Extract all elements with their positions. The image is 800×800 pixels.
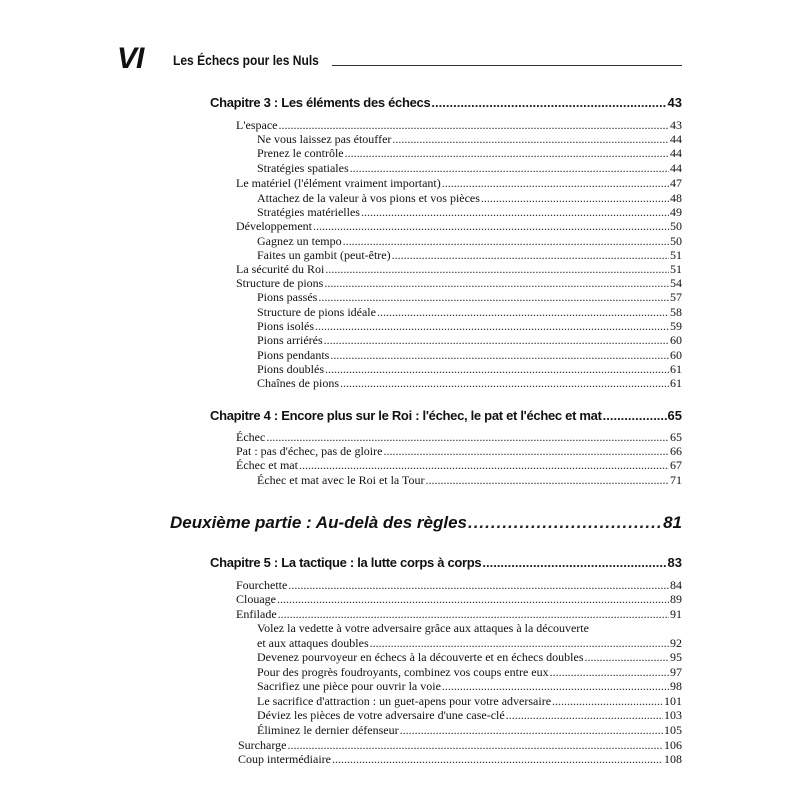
toc-entry-label: Éliminez le dernier défenseur	[257, 723, 399, 737]
toc-entry-label: Surcharge	[238, 738, 287, 752]
toc-entry	[236, 444, 682, 458]
toc-entry-page: 47	[670, 176, 682, 190]
toc-entry	[236, 118, 682, 132]
toc-entry-label: Sacrifiez une pièce pour ouvrir la voie	[257, 679, 441, 693]
toc-entry	[236, 262, 682, 276]
toc-entry-label: Deuxième partie : Au-delà des règles	[170, 513, 467, 532]
toc-entry-label: Devenez pourvoyeur en échecs à la découverte et en échecs doubles	[257, 650, 584, 664]
toc-entry-page: 44	[670, 132, 682, 146]
leader-dots	[332, 752, 663, 766]
leader-dots	[400, 723, 663, 737]
toc-entry	[257, 348, 682, 362]
toc-entry	[257, 305, 682, 319]
toc-entry-page: 97	[670, 665, 682, 679]
toc-entry	[236, 458, 682, 472]
toc-entry-label: Pions isolés	[257, 319, 315, 333]
toc-entry	[257, 621, 682, 635]
leader-dots	[340, 376, 669, 390]
leader-dots	[468, 513, 662, 533]
leader-dots	[585, 650, 669, 664]
toc-entry-page: 50	[670, 219, 682, 233]
leader-dots	[506, 708, 663, 722]
toc-entry-page: 44	[670, 161, 682, 175]
toc-entry-label: Chapitre 3 : Les éléments des échecs	[210, 95, 431, 110]
leader-dots	[350, 161, 669, 175]
toc-entry-page: 60	[670, 333, 682, 347]
leader-dots	[552, 694, 663, 708]
toc-entry	[257, 376, 682, 390]
leader-dots	[481, 191, 669, 205]
leader-dots	[345, 146, 669, 160]
toc-entry-page: 61	[670, 362, 682, 376]
toc-entry-page: 43	[667, 95, 682, 110]
toc-entry-label: Chaînes de pions	[257, 376, 339, 390]
toc-entry	[257, 723, 682, 737]
toc-entry-page: 51	[670, 262, 682, 276]
toc-entry-label: Échec et mat	[236, 458, 298, 472]
toc-entry	[257, 473, 682, 487]
toc-entry	[257, 161, 682, 175]
toc-entry	[257, 205, 682, 219]
toc-entry-page: 65	[670, 430, 682, 444]
toc-entry-page: 59	[670, 319, 682, 333]
toc-entry-page: 89	[670, 592, 682, 606]
leader-dots	[603, 408, 667, 424]
toc-entry-label: Échec	[236, 430, 266, 444]
toc-entry-page: 108	[664, 752, 682, 766]
toc-entry	[257, 146, 682, 160]
toc-entry	[257, 319, 682, 333]
leader-dots	[392, 248, 669, 262]
book-title: Les Échecs pour les Nuls	[173, 52, 319, 68]
leader-dots	[325, 362, 669, 376]
leader-dots	[377, 305, 669, 319]
toc-entry-label: Échec et mat avec le Roi et la Tour	[257, 473, 425, 487]
toc-entry-page: 50	[670, 234, 682, 248]
leader-dots	[370, 636, 669, 650]
leader-dots	[324, 333, 669, 347]
leader-dots	[266, 430, 669, 444]
toc-entry-label: Pour des progrès foudroyants, combinez vos coups entre eux	[257, 665, 549, 679]
toc-entry	[257, 191, 682, 205]
leader-dots	[287, 738, 663, 752]
toc-entry-page: 95	[670, 650, 682, 664]
toc-entry	[236, 219, 682, 233]
toc-entry-label: Le matériel (l'élément vraiment important)	[236, 176, 441, 190]
toc-entry-label: Chapitre 5 : La tactique : la lutte corps à corps	[210, 555, 482, 570]
toc-entry-label: Attachez de la valeur à vos pions et vos pièces	[257, 191, 480, 205]
toc-entry-label: Pions arriérés	[257, 333, 323, 347]
leader-dots	[431, 95, 666, 111]
leader-dots	[318, 290, 669, 304]
toc-entry	[257, 650, 682, 664]
toc-entry-label: Développement	[236, 219, 312, 233]
leader-dots	[343, 234, 669, 248]
toc-entry-label: Prenez le contrôle	[257, 146, 344, 160]
toc-entry	[257, 636, 682, 650]
toc-entry-page: 106	[664, 738, 682, 752]
toc-entry-page: 48	[670, 191, 682, 205]
toc-entry-page: 84	[670, 578, 682, 592]
toc-entry	[238, 738, 682, 752]
toc-entry-page: 58	[670, 305, 682, 319]
toc-entry-label: Déviez les pièces de votre adversaire d'une case-clé	[257, 708, 505, 722]
toc-entry-page: 51	[670, 248, 682, 262]
toc-entry-page: 65	[667, 408, 682, 423]
toc-entry-page: 54	[670, 276, 682, 290]
toc-entry-page: 61	[670, 376, 682, 390]
toc-chapter	[210, 408, 682, 424]
toc-entry-page: 92	[670, 636, 682, 650]
leader-dots	[325, 262, 669, 276]
toc-part	[170, 513, 682, 533]
toc-entry-page: 43	[670, 118, 682, 132]
toc-entry-label: Pions doublés	[257, 362, 325, 376]
toc-entry-page: 57	[670, 290, 682, 304]
leader-dots	[313, 219, 669, 233]
toc-entry-label: Ne vous laissez pas étouffer	[257, 132, 392, 146]
toc-entry-label: Pions pendants	[257, 348, 330, 362]
toc-entry-label: Coup intermédiaire	[238, 752, 331, 766]
toc-entry-label: Gagnez un tempo	[257, 234, 342, 248]
toc-entry-label: La sécurité du Roi	[236, 262, 325, 276]
leader-dots	[392, 132, 669, 146]
leader-dots	[315, 319, 669, 333]
toc-entry-label: Stratégies matérielles	[257, 205, 360, 219]
toc-entry	[257, 234, 682, 248]
toc-entry-label: Faites un gambit (peut-être)	[257, 248, 391, 262]
leader-dots	[299, 458, 669, 472]
toc-entry	[238, 752, 682, 766]
toc-entry	[236, 430, 682, 444]
toc-entry	[257, 248, 682, 262]
toc-entry	[257, 665, 682, 679]
leader-dots	[442, 176, 669, 190]
toc-entry	[257, 290, 682, 304]
toc-chapter	[210, 95, 682, 111]
page-number: VI	[117, 42, 144, 75]
toc-chapter	[210, 555, 682, 571]
leader-dots	[383, 444, 669, 458]
leader-dots	[550, 665, 669, 679]
toc-entry-page: 66	[670, 444, 682, 458]
toc-entry-label: Clouage	[236, 592, 276, 606]
leader-dots	[361, 205, 669, 219]
toc-entry-label: Structure de pions	[236, 276, 324, 290]
toc-entry	[236, 592, 682, 606]
leader-dots	[482, 555, 666, 571]
toc-entry-label: Chapitre 4 : Encore plus sur le Roi : l'échec, le pat et l'échec et mat	[210, 408, 602, 423]
toc-entry-page: 83	[667, 555, 682, 570]
toc-entry-page: 81	[663, 513, 682, 532]
toc-entry-label: Stratégies spatiales	[257, 161, 349, 175]
toc-entry	[257, 362, 682, 376]
toc-entry-page: 67	[670, 458, 682, 472]
toc-entry-page: 98	[670, 679, 682, 693]
leader-dots	[426, 473, 669, 487]
leader-dots	[288, 578, 669, 592]
toc-entry-page: 44	[670, 146, 682, 160]
toc-entry-label: Pat : pas d'échec, pas de gloire	[236, 444, 383, 458]
leader-dots	[278, 607, 669, 621]
toc-entry-label: Structure de pions idéale	[257, 305, 376, 319]
leader-dots	[330, 348, 669, 362]
toc-entry	[236, 578, 682, 592]
toc-entry-label: Le sacrifice d'attraction : un guet-apens pour votre adversaire	[257, 694, 552, 708]
toc-entry-label: Volez la vedette à votre adversaire grâce aux attaques à la découverte	[257, 621, 589, 635]
toc-entry-label: Pions passés	[257, 290, 318, 304]
toc-entry-label: Enfilade	[236, 607, 277, 621]
toc-entry	[236, 276, 682, 290]
leader-dots	[278, 118, 669, 132]
toc-entry-page: 71	[670, 473, 682, 487]
toc-entry	[257, 679, 682, 693]
toc-entry-page: 49	[670, 205, 682, 219]
toc-entry-page: 91	[670, 607, 682, 621]
toc-entry-label: Fourchette	[236, 578, 288, 592]
toc-entry	[257, 132, 682, 146]
toc-entry-label: L'espace	[236, 118, 278, 132]
toc-entry-label: et aux attaques doubles	[257, 636, 369, 650]
toc-entry	[257, 333, 682, 347]
toc-entry	[236, 176, 682, 190]
toc-entry-page: 105	[664, 723, 682, 737]
toc-entry	[257, 708, 682, 722]
leader-dots	[277, 592, 669, 606]
toc-entry-page: 60	[670, 348, 682, 362]
leader-dots	[324, 276, 669, 290]
toc-entry-page: 101	[664, 694, 682, 708]
toc-entry	[236, 607, 682, 621]
leader-dots	[442, 679, 669, 693]
toc-entry	[257, 694, 682, 708]
toc-entry-page: 103	[664, 708, 682, 722]
